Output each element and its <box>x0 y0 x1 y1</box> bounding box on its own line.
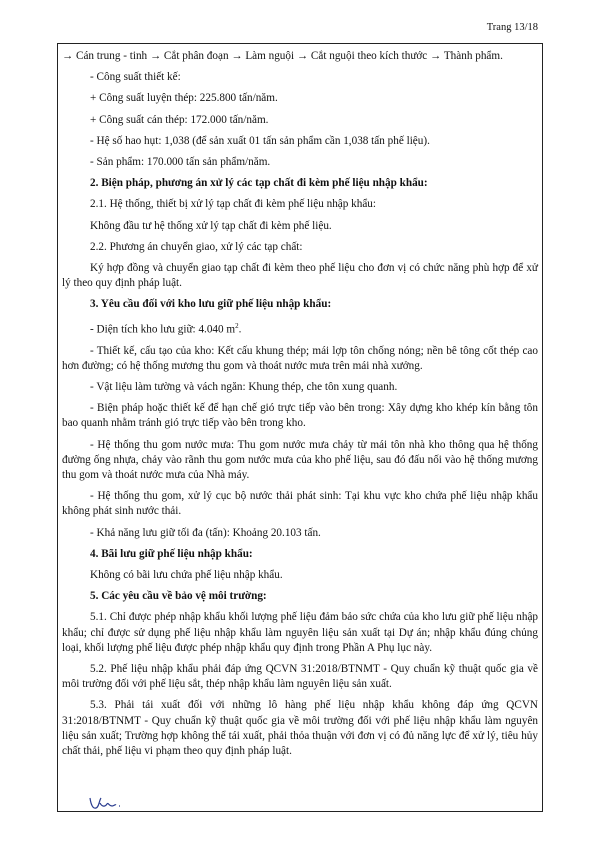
wall-material: - Vật liệu làm tường và vách ngăn: Khung thép, che tôn xung quanh. <box>90 380 398 393</box>
steel-melting-capacity: + Công suất luyện thép: 225.800 tấn/năm. <box>90 92 278 105</box>
section-4-heading: 4. Bãi lưu giữ phế liệu nhập khẩu: <box>90 547 253 560</box>
storage-area-text: - Diện tích kho lưu giữ: 4.040 m <box>90 323 236 336</box>
section-2-heading: 2. Biện pháp, phương án xử lý các tạp chất đi kèm phế liệu nhập khẩu: <box>90 177 428 190</box>
area-superscript: 2 <box>235 321 239 330</box>
section-2-1-text: Không đầu tư hệ thống xử lý tạp chất đi kèm phế liệu. <box>90 219 332 232</box>
section-5-2-text: 5.2. Phế liệu nhập khẩu phải đáp ứng QCVN 31:2018/BTNMT - Quy chuẩn kỹ thuật quốc gia về môi trường đối với phế liệu sắt, thép nhập khẩu làm nguyên liệu sản xuất. <box>62 663 538 691</box>
max-storage-capacity: - Khả năng lưu giữ tối đa (tấn): Khoảng 20.103 tấn. <box>90 526 321 539</box>
section-2-2-heading: 2.2. Phương án chuyển giao, xử lý các tạp chất: <box>90 240 303 253</box>
page-number: Trang 13/18 <box>486 22 538 33</box>
section-5-3-text: 5.3. Phải tái xuất đối với những lô hàng phế liệu nhập khẩu không đáp ứng QCVN 31:2018/BTNMT - Quy chuẩn kỹ thuật quốc gia về môi trường đối với phế liệu nhập khẩu làm nguyên liệu sản xuất; Trường hợp không thể tái xuất, phải thỏa thuận với đơn vị có đủ năng lực để xử lý, tiêu hủy chất thải, phế liệu vi phạm theo quy định pháp luật. <box>62 699 538 758</box>
rainwater-collection: - Hệ thống thu gom nước mưa: Thu gom nước mưa chảy từ mái tôn nhà kho thông qua hệ thống đường ống nhựa, chảy vào rãnh thu gom nước mưa của kho phế liệu, sau đó đấu nối vào hệ thống mương thu gom và thoát nước mưa của Nhà máy. <box>62 438 538 481</box>
document-body <box>62 49 538 765</box>
storage-area-period: . <box>238 323 242 336</box>
initials-signature <box>87 795 127 813</box>
process-flow-text: → Cán trung - tinh → Cắt phân đoạn → Làm nguội → Cắt nguội theo kích thước → Thành phẩm. <box>62 50 503 62</box>
wind-protection: - Biện pháp hoặc thiết kế để hạn chế gió trực tiếp vào bên trong: Xây dựng kho khép kín bằng tôn bao quanh nhằm tránh gió trực tiếp vào bên trong kho. <box>62 402 538 430</box>
steel-rolling-capacity: + Công suất cán thép: 172.000 tấn/năm. <box>90 113 269 126</box>
section-4-text: Không có bãi lưu chứa phế liệu nhập khẩu. <box>90 569 283 582</box>
product-output: - Sản phẩm: 170.000 tấn sản phẩm/năm. <box>90 156 271 169</box>
section-2-2-text: Ký hợp đồng và chuyển giao tạp chất đi kèm theo phế liệu cho đơn vị có chức năng phù hợp để xử lý theo quy định pháp luật. <box>62 262 538 290</box>
loss-coefficient: - Hệ số hao hụt: 1,038 (để sản xuất 01 tấn sản phẩm cần 1,038 tấn phế liệu). <box>90 134 430 147</box>
storage-area-item <box>62 319 538 338</box>
capacity-heading: - Công suất thiết kế: <box>90 71 181 84</box>
wastewater-treatment: - Hệ thống thu gom, xử lý cục bộ nước thải phát sinh: Tại khu vực kho chứa phế liệu nhập khẩu không phát sinh nước thải. <box>62 490 538 518</box>
warehouse-design: - Thiết kế, cấu tạo của kho: Kết cấu khung thép; mái lợp tôn chống nóng; nền bê tông cốt thép cao hơn đường; có hệ thống mương thu gom và thoát nước mưa trên mái nhà xưởng. <box>62 344 538 372</box>
section-5-heading: 5. Các yêu cầu về bảo vệ môi trường: <box>90 590 267 603</box>
section-2-1-heading: 2.1. Hệ thống, thiết bị xử lý tạp chất đi kèm phế liệu nhập khẩu: <box>90 198 377 211</box>
section-3-heading: 3. Yêu cầu đối với kho lưu giữ phế liệu nhập khẩu: <box>90 298 332 311</box>
section-5-1-text: 5.1. Chỉ được phép nhập khẩu khối lượng phế liệu đảm bảo sức chứa của kho lưu giữ phế liệu nhập khẩu; chỉ được sử dụng phế liệu nhập khẩu làm nguyên liệu sản xuất tại Dự án; nhập khẩu đúng chủng loại, khối lượng phế liệu được phép nhập khẩu quy định trong Phần A Phụ lục này. <box>62 611 538 654</box>
